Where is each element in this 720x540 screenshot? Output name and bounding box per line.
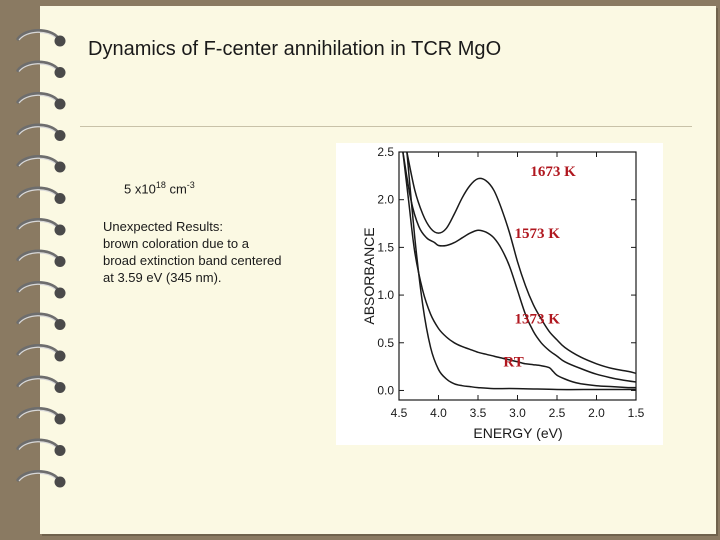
binding-hole bbox=[55, 414, 66, 425]
title-suffix: O bbox=[485, 38, 502, 60]
concentration-unit: cm bbox=[165, 181, 187, 197]
binding-hole bbox=[55, 162, 66, 173]
x-tick-label: 2.5 bbox=[548, 406, 566, 420]
curve-label: RT bbox=[503, 354, 524, 371]
absorbance-chart bbox=[336, 143, 663, 445]
series-line-0 bbox=[407, 152, 636, 373]
x-tick-label: 3.5 bbox=[469, 406, 487, 420]
x-axis-label: ENERGY (eV) bbox=[473, 425, 563, 441]
curve-label: 1673 K bbox=[530, 163, 576, 180]
binding-hole bbox=[55, 130, 66, 141]
title-text: Dynamics of F-center annihilation in TCR Mg bbox=[88, 38, 486, 60]
binding-hole bbox=[55, 288, 66, 299]
binding-hole bbox=[55, 67, 66, 78]
x-tick-label: 4.0 bbox=[430, 406, 447, 420]
concentration-unit-exponent: -3 bbox=[186, 180, 195, 190]
results-line: brown coloration due to a bbox=[103, 236, 249, 251]
x-tick-label: 2.0 bbox=[588, 406, 605, 420]
binding-hole bbox=[55, 225, 66, 236]
y-axis-label: ABSORBANCE bbox=[361, 227, 377, 325]
spiral-binding bbox=[0, 0, 80, 540]
binding-hole bbox=[55, 477, 66, 488]
y-tick-label: 1.0 bbox=[377, 288, 394, 303]
results-line: at 3.59 eV (345 nm). bbox=[103, 270, 222, 285]
y-tick-label: 0.5 bbox=[377, 335, 394, 350]
binding-hole bbox=[55, 445, 66, 456]
y-tick-label: 2.5 bbox=[377, 145, 394, 159]
binding-hole bbox=[55, 99, 66, 110]
x-tick-label: 3.0 bbox=[509, 406, 526, 420]
title-divider bbox=[80, 126, 692, 127]
binding-hole bbox=[55, 256, 66, 267]
binding-hole bbox=[55, 36, 66, 47]
concentration-label bbox=[124, 180, 195, 196]
curve-label: 1573 K bbox=[514, 225, 560, 242]
x-tick-label: 4.5 bbox=[390, 406, 408, 420]
binding-hole bbox=[55, 351, 66, 362]
absorbance-figure bbox=[336, 143, 663, 445]
y-tick-label: 1.5 bbox=[377, 240, 394, 255]
x-tick-label: 1.5 bbox=[627, 406, 645, 420]
concentration-prefix: 5 x10 bbox=[124, 181, 156, 197]
binding-hole bbox=[55, 382, 66, 393]
results-line: Unexpected Results: bbox=[103, 219, 223, 234]
results-line: broad extinction band centered bbox=[103, 253, 282, 268]
results-text bbox=[103, 218, 338, 286]
binding-hole bbox=[55, 319, 66, 330]
y-tick-label: 0.0 bbox=[377, 383, 394, 398]
binding-hole bbox=[55, 193, 66, 204]
slide-title bbox=[88, 38, 501, 61]
curve-label: 1373 K bbox=[514, 311, 560, 328]
concentration-exponent: 18 bbox=[155, 180, 166, 190]
y-tick-label: 2.0 bbox=[377, 192, 394, 207]
